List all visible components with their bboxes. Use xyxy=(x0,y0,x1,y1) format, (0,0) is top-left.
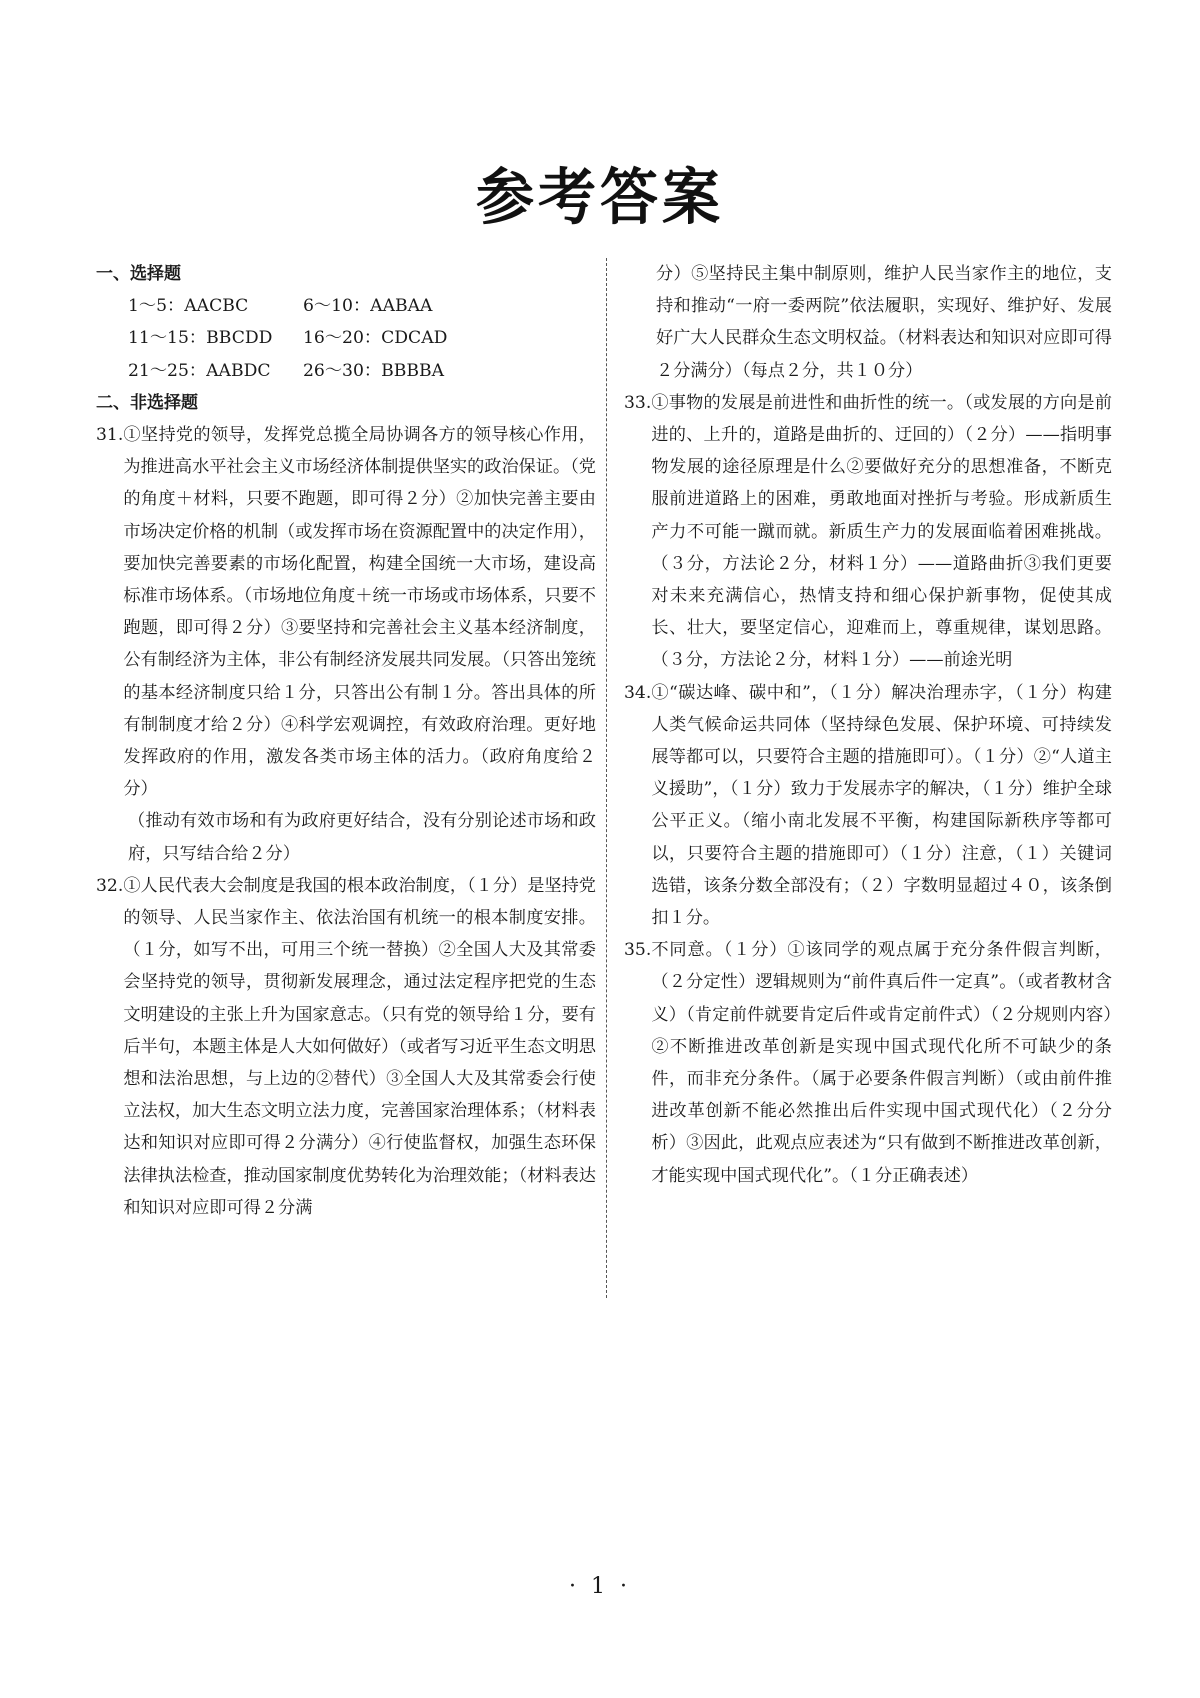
answer-group: 16～20：CDCAD xyxy=(303,328,448,349)
question-34 xyxy=(624,677,1112,935)
answer-note: （推动有效市场和有为政府更好结合，没有分别论述市场和政府，只写结合给２分） xyxy=(128,811,596,864)
page-number: · 1 · xyxy=(569,1574,631,1599)
question-31 xyxy=(96,419,596,805)
question-33 xyxy=(624,387,1112,677)
column-divider xyxy=(606,258,607,1298)
question-number: 32. xyxy=(96,875,124,896)
answer-row xyxy=(96,322,596,354)
right-column xyxy=(624,258,1112,1192)
question-32 xyxy=(96,870,596,1224)
answer-row xyxy=(96,290,596,322)
question-number: 31. xyxy=(96,425,124,446)
question-number: 33. xyxy=(624,392,652,413)
answer-text: 不同意。（１分）①该同学的观点属于充分条件假言判断，（２分定性）逻辑规则为“前件真后件一定真”。（或者教材含义）（肯定前件就要肯定后件或肯定前件式）（２分规则内容）②不断推进改革创新是实现中国式现代化所不可缺少的条件，而非充分条件。（属于必要条件假言判断）（或由前件推进改革创新不能必然推出后件实现中国式现代化）（２分分析）③因此，此观点应表述为“只有做到不断推进改革创新，才能实现中国式现代化”。（１分正确表述） xyxy=(651,940,1112,1186)
answer-group: 6～10：AABAA xyxy=(303,296,433,317)
answer-text-continued: 分）⑤坚持民主集中制原则，维护人民当家作主的地位，支持和推动“一府一委两院”依法履职，实现好、维护好、发展好广大人民群众生态文明权益。（材料表达和知识对应即可得２分满分）（每点２分，共１０分） xyxy=(656,264,1112,381)
section-heading-choice: 一、选择题 xyxy=(96,264,181,284)
answer-text: ①人民代表大会制度是我国的根本政治制度，（１分）是坚持党的领导、人民当家作主、依法治国有机统一的根本制度安排。（１分，如写不出，可用三个统一替换）②全国人大及其常委会坚持党的领导，贯彻新发展理念，通过法定程序把党的生态文明建设的主张上升为国家意志。（只有党的领导给１分，要有后半句，本题主体是人大如何做好）（或者写习近平生态文明思想和法治思想，与上边的②替代）③全国人大及其常委会行使立法权，加大生态文明立法力度，完善国家治理体系；（材料表达和知识对应即可得２分满分）④行使监督权，加强生态环保法律执法检查，推动国家制度优势转化为治理效能；（材料表达和知识对应即可得２分满 xyxy=(123,875,596,1218)
question-number: 35. xyxy=(624,940,652,961)
question-number: 34. xyxy=(624,682,652,703)
question-35 xyxy=(624,934,1112,1192)
answer-group: 1～5：AACBC xyxy=(128,296,249,317)
answer-text: ①事物的发展是前进性和曲折性的统一。（或发展的方向是前进的、上升的，道路是曲折的、迂回的）（２分）——指明事物发展的途径原理是什么②要做好充分的思想准备，不断克服前进道路上的困难，勇敢地面对挫折与考验。形成新质生产力不可能一蹴而就。新质生产力的发展面临着困难挑战。（３分，方法论２分，材料１分）——道路曲折③我们更要对未来充满信心，热情支持和细心保护新事物，促使其成长、壮大，要坚定信心，迎难而上，尊重规律，谋划思路。（３分，方法论２分，材料１分）——前途光明 xyxy=(651,392,1112,671)
answer-text: ①坚持党的领导，发挥党总揽全局协调各方的领导核心作用，为推进高水平社会主义市场经济体制提供坚实的政治保证。（党的角度＋材料，只要不跑题，即可得２分）②加快完善主要由市场决定价格的机制（或发挥市场在资源配置中的决定作用），要加快完善要素的市场化配置，构建全国统一大市场，建设高标准市场体系。（市场地位角度＋统一市场或市场体系，只要不跑题，即可得２分）③要坚持和完善社会主义基本经济制度，公有制经济为主体，非公有制经济发展共同发展。（只答出笼统的基本经济制度只给１分，只答出公有制１分。答出具体的所有制制度才给２分）④科学宏观调控，有效政府治理。更好地发挥政府的作用，激发各类市场主体的活力。（政府角度给２分） xyxy=(123,425,596,800)
answer-group: 11～15：BBCDD xyxy=(128,328,273,349)
section-heading-nonchoice: 二、非选择题 xyxy=(96,392,198,413)
left-column xyxy=(96,258,596,1224)
answer-row xyxy=(96,355,596,387)
page-title: 参考答案 xyxy=(475,161,724,233)
answer-group: 21～25：AABDC xyxy=(128,360,271,381)
answer-text: ①“碳达峰、碳中和”，（１分）解决治理赤字，（１分）构建人类气候命运共同体（坚持绿色发展、保护环境、可持续发展等都可以，只要符合主题的措施即可）。（１分）②“人道主义援助”，（１分）致力于发展赤字的解决，（１分）维护全球公平正义。（缩小南北发展不平衡，构建国际新秩序等都可以，只要符合主题的措施即可）（１分）注意，（１）关键词选错，该条分数全部没有；（２）字数明显超过４０，该条倒扣１分。 xyxy=(651,682,1112,929)
answer-group: 26～30：BBBBA xyxy=(303,360,445,381)
